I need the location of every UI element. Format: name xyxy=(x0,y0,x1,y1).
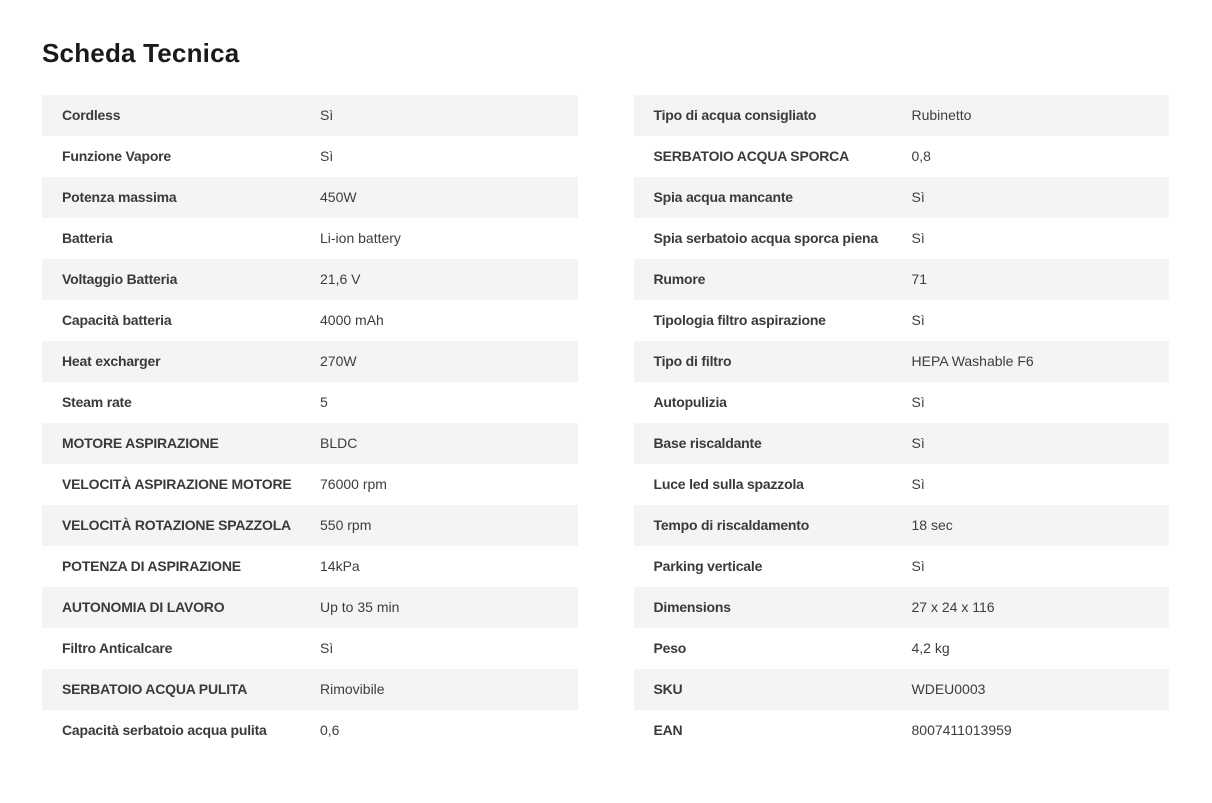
spec-label: AUTONOMIA DI LAVORO xyxy=(62,599,225,615)
spec-label: Spia serbatoio acqua sporca piena xyxy=(653,230,878,246)
spec-value: Sì xyxy=(911,435,925,451)
spec-value: BLDC xyxy=(320,435,358,451)
spec-label: Peso xyxy=(653,640,687,656)
spec-value: 4000 mAh xyxy=(320,312,384,328)
spec-value: 4,2 kg xyxy=(911,640,950,656)
spec-row xyxy=(42,464,578,505)
spec-row xyxy=(42,95,578,136)
spec-label: SKU xyxy=(653,681,683,697)
spec-row xyxy=(42,710,578,751)
spec-value: WDEU0003 xyxy=(911,681,986,697)
spec-row xyxy=(634,505,1170,546)
spec-row xyxy=(42,423,578,464)
spec-value: Sì xyxy=(911,230,925,246)
spec-label: Filtro Anticalcare xyxy=(62,640,173,656)
spec-row xyxy=(634,464,1170,505)
spec-value: 71 xyxy=(911,271,928,287)
spec-label: Autopulizia xyxy=(653,394,727,410)
spec-row xyxy=(42,628,578,669)
spec-row xyxy=(42,669,578,710)
spec-value: Rimovibile xyxy=(320,681,385,697)
spec-label: Spia acqua mancante xyxy=(653,189,793,205)
spec-value: 21,6 V xyxy=(320,271,361,287)
spec-row xyxy=(634,423,1170,464)
spec-value: Up to 35 min xyxy=(320,599,400,615)
spec-value: Sì xyxy=(320,640,334,656)
spec-table-left xyxy=(42,95,578,751)
spec-value: 0,8 xyxy=(911,148,931,164)
spec-label: Parking verticale xyxy=(653,558,763,574)
spec-row xyxy=(634,710,1170,751)
spec-row xyxy=(634,95,1170,136)
spec-row xyxy=(42,341,578,382)
spec-row xyxy=(634,587,1170,628)
spec-label: EAN xyxy=(653,722,683,738)
spec-tables xyxy=(42,95,1169,751)
spec-label: Funzione Vapore xyxy=(62,148,172,164)
spec-value: 270W xyxy=(320,353,357,369)
spec-table-right xyxy=(634,95,1170,751)
spec-row xyxy=(634,546,1170,587)
spec-row xyxy=(42,546,578,587)
spec-label: Luce led sulla spazzola xyxy=(653,476,804,492)
spec-value: Sì xyxy=(911,476,925,492)
spec-value: Sì xyxy=(911,558,925,574)
spec-label: Base riscaldante xyxy=(653,435,762,451)
spec-label: Rumore xyxy=(653,271,706,287)
spec-label: VELOCITÀ ROTAZIONE SPAZZOLA xyxy=(62,517,291,533)
spec-label: VELOCITÀ ASPIRAZIONE MOTORE xyxy=(62,476,292,492)
spec-value: 550 rpm xyxy=(320,517,372,533)
spec-value: 27 x 24 x 116 xyxy=(911,599,995,615)
spec-value: 8007411013959 xyxy=(911,722,1012,738)
spec-value: Sì xyxy=(320,107,334,123)
spec-value: 18 sec xyxy=(911,517,953,533)
spec-label: MOTORE ASPIRAZIONE xyxy=(62,435,219,451)
spec-value: 0,6 xyxy=(320,722,340,738)
spec-label: Steam rate xyxy=(62,394,132,410)
spec-value: Sì xyxy=(911,394,925,410)
spec-value: 5 xyxy=(320,394,328,410)
spec-label: POTENZA DI ASPIRAZIONE xyxy=(62,558,241,574)
spec-row xyxy=(42,177,578,218)
spec-row xyxy=(634,669,1170,710)
spec-label: SERBATOIO ACQUA PULITA xyxy=(62,681,248,697)
spec-label: Cordless xyxy=(62,107,121,123)
spec-row xyxy=(634,382,1170,423)
spec-value: Li-ion battery xyxy=(320,230,401,246)
spec-row xyxy=(634,300,1170,341)
spec-row xyxy=(42,382,578,423)
spec-row xyxy=(42,587,578,628)
spec-label: Tipo di acqua consigliato xyxy=(653,107,817,123)
page-title: Scheda Tecnica xyxy=(42,38,240,68)
spec-label: Batteria xyxy=(62,230,113,246)
spec-label: SERBATOIO ACQUA SPORCA xyxy=(653,148,850,164)
spec-row xyxy=(634,218,1170,259)
spec-value: Sì xyxy=(320,148,334,164)
spec-value: Rubinetto xyxy=(911,107,972,123)
spec-label: Tipologia filtro aspirazione xyxy=(653,312,826,328)
spec-label: Capacità serbatoio acqua pulita xyxy=(62,722,267,738)
spec-label: Dimensions xyxy=(653,599,731,615)
spec-label: Capacità batteria xyxy=(62,312,172,328)
spec-row xyxy=(42,218,578,259)
spec-label: Voltaggio Batteria xyxy=(62,271,178,287)
spec-label: Potenza massima xyxy=(62,189,177,205)
spec-row xyxy=(42,300,578,341)
spec-value: 450W xyxy=(320,189,357,205)
spec-value: Sì xyxy=(911,312,925,328)
spec-row xyxy=(634,177,1170,218)
spec-value: 76000 rpm xyxy=(320,476,387,492)
spec-value: Sì xyxy=(911,189,925,205)
spec-row xyxy=(42,505,578,546)
spec-row xyxy=(42,259,578,300)
spec-row xyxy=(634,341,1170,382)
spec-label: Tempo di riscaldamento xyxy=(653,517,810,533)
spec-value: HEPA Washable F6 xyxy=(911,353,1034,369)
spec-row xyxy=(634,628,1170,669)
spec-row xyxy=(634,259,1170,300)
spec-row xyxy=(42,136,578,177)
spec-label: Heat excharger xyxy=(62,353,161,369)
spec-value: 14kPa xyxy=(320,558,360,574)
spec-label: Tipo di filtro xyxy=(653,353,732,369)
spec-row xyxy=(634,136,1170,177)
